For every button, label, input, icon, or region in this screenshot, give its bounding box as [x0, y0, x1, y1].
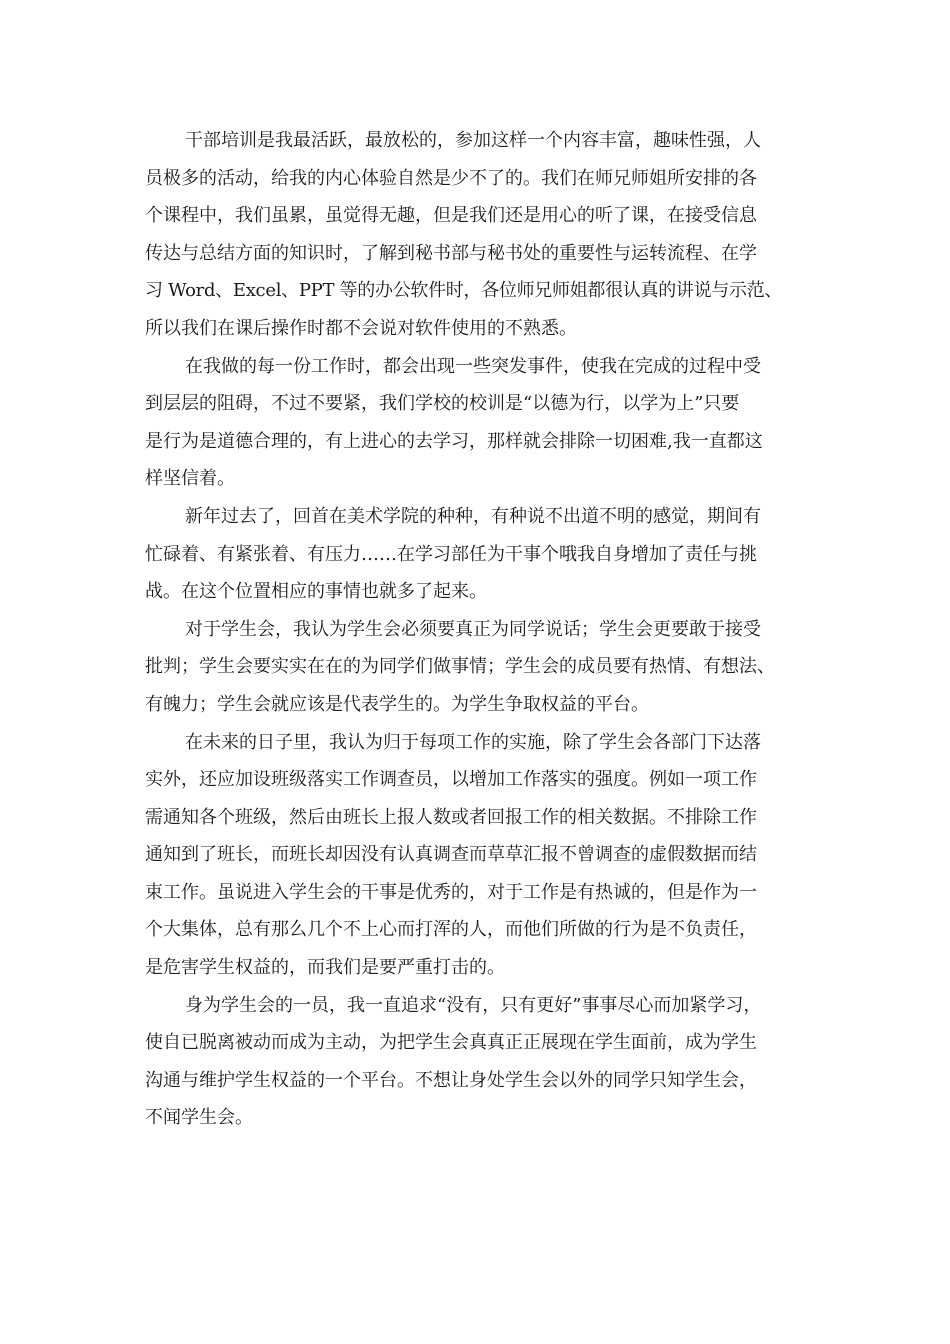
text-line: 在我做的每一份工作时，都会出现一些突发事件，使我在完成的过程中受 [185, 355, 761, 377]
text-line: 是危害学生权益的，而我们是要严重打击的。 [145, 957, 505, 979]
text-line: 是行为是道德合理的，有上进心的去学习，那样就会排除一切困难,我一直都这 [145, 430, 763, 452]
paragraph-4 [145, 611, 820, 724]
text-line: 个大集体，总有那么几个不上心而打浑的人，而他们所做的行为是不负责任， [145, 919, 757, 941]
text-line: 不闻学生会。 [145, 1107, 253, 1129]
text-line: 习 Word、Excel、PPT 等的办公软件时，各位师兄师姐都很认真的讲说与示范、 [145, 280, 783, 302]
text-line: 在未来的日子里，我认为归于每项工作的实施，除了学生会各部门下达落 [185, 731, 761, 753]
text-line: 束工作。虽说进入学生会的干事是优秀的，对于工作是有热诚的，但是作为一 [145, 881, 757, 903]
paragraph-2 [145, 348, 820, 498]
text-line: 员极多的活动，给我的内心体验自然是少不了的。我们在师兄师姐所安排的各 [145, 167, 757, 189]
text-line: 实外，还应加设班级落实工作调查员，以增加工作落实的强度。例如一项工作 [145, 769, 757, 791]
document-body [145, 122, 820, 1137]
text-line: 身为学生会的一员，我一直追求“没有，只有更好”事事尽心而加紧学习， [185, 994, 762, 1016]
paragraph-5 [145, 724, 820, 987]
text-line: 个课程中，我们虽累，虽觉得无趣，但是我们还是用心的听了课，在接受信息 [145, 205, 757, 227]
text-line: 战。在这个位置相应的事情也就多了起来。 [145, 581, 487, 603]
paragraph-6 [145, 987, 820, 1137]
text-line: 批判；学生会要实实在在的为同学们做事情；学生会的成员要有热情、有想法、 [145, 656, 775, 678]
text-line: 沟通与维护学生权益的一个平台。不想让身处学生会以外的同学只知学生会， [145, 1069, 757, 1091]
text-line: 需通知各个班级，然后由班长上报人数或者回报工作的相关数据。不排除工作 [145, 806, 757, 828]
text-line: 有魄力；学生会就应该是代表学生的。为学生争取权益的平台。 [145, 693, 649, 715]
text-line: 对于学生会，我认为学生会必须要真正为同学说话；学生会更要敢于接受 [185, 618, 761, 640]
text-line: 使自已脱离被动而成为主动，为把学生会真真正正展现在学生面前，成为学生 [145, 1032, 757, 1054]
text-line: 到层层的阻碍，不过不要紧，我们学校的校训是“以德为行，以学为上”只要 [145, 393, 740, 415]
paragraph-1 [145, 122, 820, 348]
text-line: 所以我们在课后操作时都不会说对软件使用的不熟悉。 [145, 317, 577, 339]
text-line: 通知到了班长，而班长却因没有认真调查而草草汇报不曾调查的虚假数据而结 [145, 844, 757, 866]
paragraph-3 [145, 498, 820, 611]
text-line: 样坚信着。 [145, 468, 235, 490]
text-line: 忙碌着、有紧张着、有压力……在学习部任为干事个哦我自身增加了责任与挑 [145, 543, 757, 565]
text-line: 传达与总结方面的知识时，了解到秘书部与秘书处的重要性与运转流程、在学 [145, 242, 757, 264]
text-line: 干部培训是我最活跃，最放松的，参加这样一个内容丰富，趣味性强，人 [185, 130, 761, 151]
text-line: 新年过去了，回首在美术学院的种种，有种说不出道不明的感觉，期间有 [185, 505, 761, 527]
